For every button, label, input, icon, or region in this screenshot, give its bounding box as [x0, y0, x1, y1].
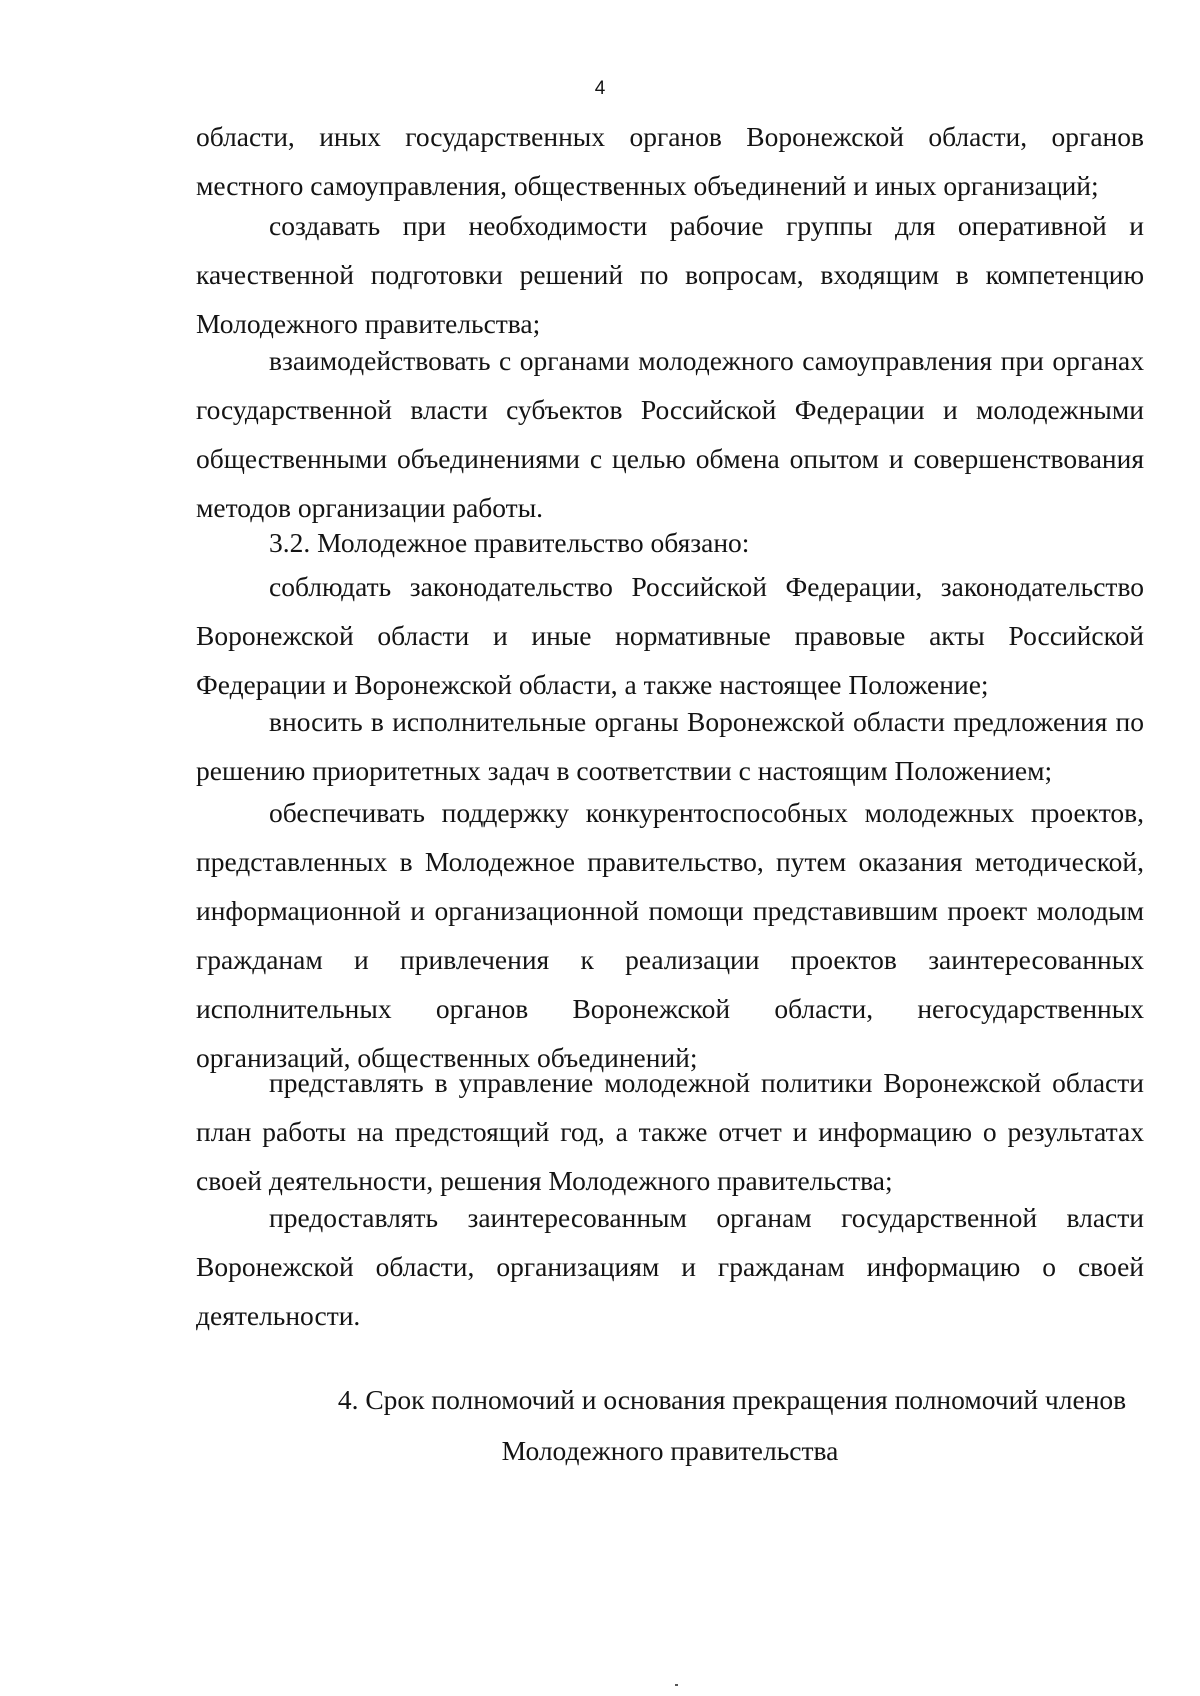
paragraph-submit-plan: представлять в управление молодежной политики Воронежской области план работы на предстоящий год, а также отчет и информацию о результатах своей деятельности, решения Молодежного правительства; [196, 1067, 1144, 1196]
paragraph-provide-information: предоставлять заинтересованным органам государственной власти Воронежской области, организациям и гражданам информацию о своей деятельности. [196, 1202, 1144, 1331]
paragraph-submit-proposals: вносить в исполнительные органы Воронежской области предложения по решению приоритетных задач в соответствии с настоящим Положением; [196, 706, 1144, 786]
paragraph-comply-legislation: соблюдать законодательство Российской Федерации, законодательство Воронежской области и иные нормативные правовые акты Российской Федерации и Воронежской области, а также настоящее Положение; [196, 571, 1144, 700]
paragraph-obligations-title: 3.2. Молодежное правительство обязано: [269, 527, 750, 558]
paragraph-interaction: взаимодействовать с органами молодежного самоуправления при органах государственной власти субъектов Российской Федерации и молодежными общественными объединениями с целью обмена опытом и совершенствования методов организации работы. [196, 345, 1144, 523]
scan-speck [675, 1684, 678, 1686]
paragraph-continuation: области, иных государственных органов Воронежской области, органов местного самоуправления, общественных объединений и иных организаций; [196, 121, 1144, 201]
paragraph-support-projects: обеспечивать поддержку конкурентоспособных молодежных проектов, представленных в Молодежное правительство, путем оказания методической, информационной и организационной помощи представившим проект молодым гражданам и привлечения к реализации проектов заинтересованных исполнительных органов Воронежской области, негосударственных организаций, общественных объединений; [196, 797, 1144, 1073]
section-heading-line-1: 4. Срок полномочий и основания прекращения полномочий членов [337, 1384, 1127, 1415]
page-number: 4 [594, 78, 606, 99]
section-heading [196, 1374, 1144, 1476]
paragraph-working-groups: создавать при необходимости рабочие группы для оперативной и качественной подготовки решений по вопросам, входящим в компетенцию Молодежного правительства; [196, 210, 1144, 339]
section-heading-line-2: Молодежного правительства [501, 1435, 839, 1466]
